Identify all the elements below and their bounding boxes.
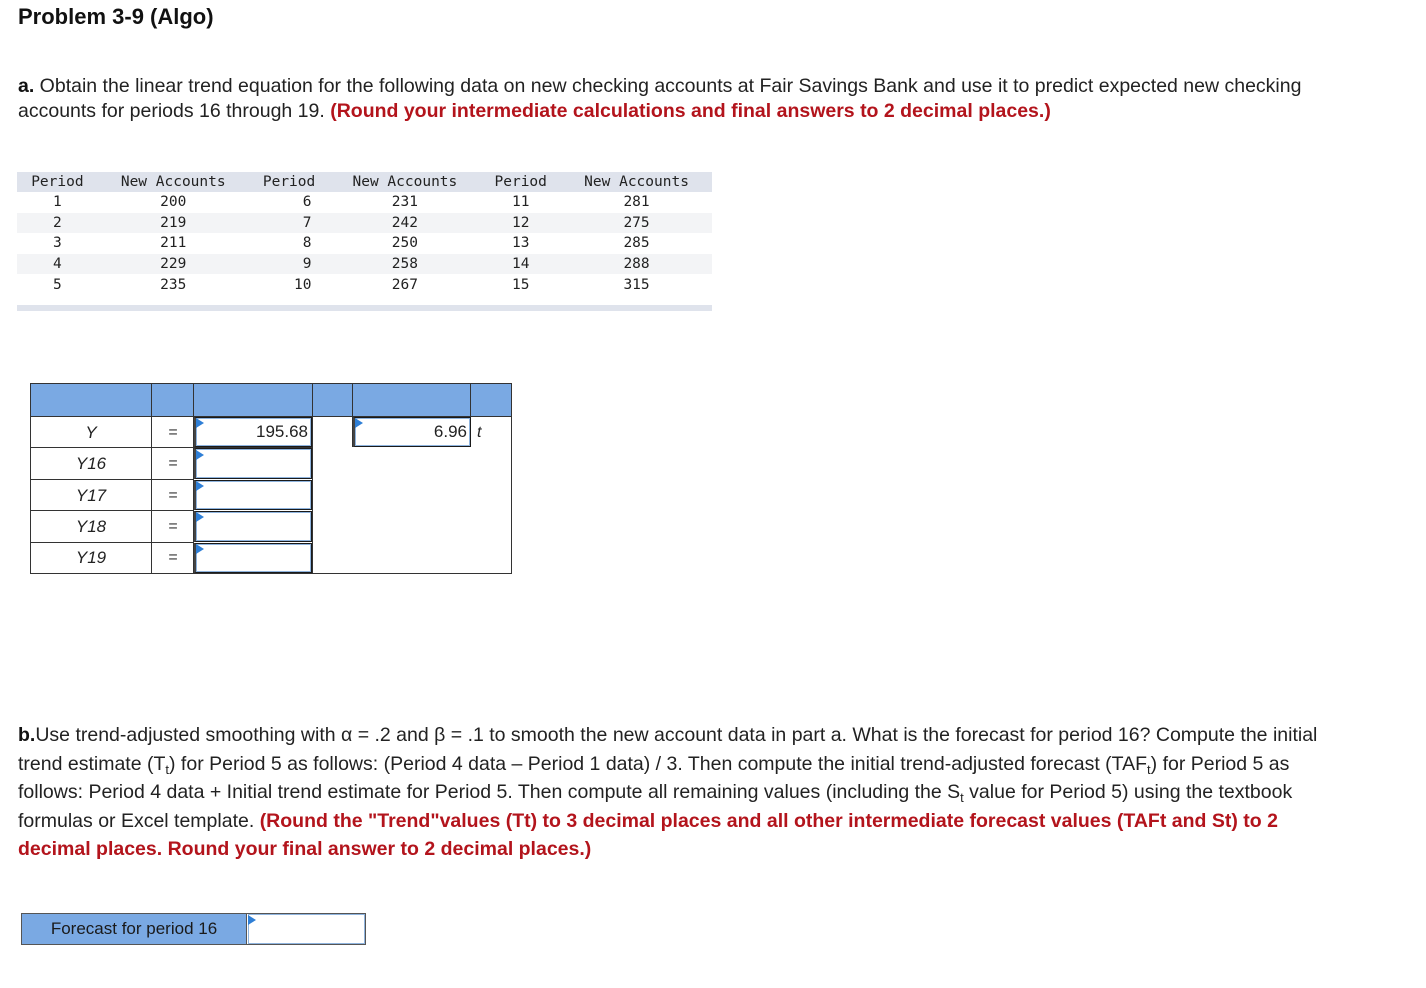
input-marker-icon [355,418,363,428]
table-cell: 242 [329,213,480,234]
part-b-text-1: Use trend-adjusted smoothing with α = .2 and β = .1 to smooth the new account data in part a. What is the forecast for period 16? Compute the initial trend estimate (T [18,724,1318,775]
table-row [17,213,712,234]
table-footer-bar [17,305,712,311]
part-b-instruction: (Round the "Trend"values (Tt) to 3 decimal places and all other intermediate forecast values (TAFt and St) to 2 decimal places. Round your final answer to 2 decimal places.) [18,809,1278,860]
grid-divider [31,479,194,480]
table-cell: 285 [623,235,650,252]
slope-input[interactable]: 6.96 [353,417,471,447]
header-accounts-1: New Accounts [98,172,249,192]
input-marker-icon [196,418,204,428]
label-y17: Y17 [75,486,107,505]
data-table [17,172,712,296]
part-a-prefix: a. [18,75,35,97]
table-cell: 14 [480,254,561,275]
table-cell: 7 [249,213,330,234]
forecast-row [21,913,366,945]
forecast-input[interactable] [248,914,365,944]
label-y: Y [85,423,97,442]
y17-input[interactable] [194,480,312,510]
part-b-prefix: b. [18,724,36,746]
table-cell: 5 [53,276,62,293]
header-period-3: Period [480,172,561,192]
part-a-text: Obtain the linear trend equation for the following data on new checking accounts at Fair Savings Bank and use it to predict expected new checking accounts for periods 16 through 19. [18,75,1302,122]
equals-sign: = [168,424,178,441]
table-header-row [17,172,712,192]
label-y18: Y18 [75,517,107,536]
table-cell: 267 [391,276,418,293]
table-cell: 2 [17,213,98,234]
table-cell: 6 [302,194,312,211]
header-accounts-3: New Accounts [561,172,712,192]
input-marker-icon [196,512,204,522]
table-cell: 229 [98,254,249,275]
part-b-text-4: value for Period 5) using the textbook formulas or Excel template. [18,781,1293,832]
table-row [17,274,712,296]
table-cell: 3 [53,235,62,252]
y18-input[interactable] [194,511,312,542]
part-a-instruction: (Round your intermediate calculations and final answers to 2 decimal places.) [330,99,1051,122]
table-cell: 13 [511,235,530,252]
equals-sign: = [168,518,178,535]
table-cell: 12 [480,213,561,234]
part-b-text-2: ) for Period 5 as follows: (Period 4 data – Period 1 data) / 3. Then compute the initial trend-adjusted forecast (TAF [169,752,1148,775]
y16-input[interactable] [194,448,312,479]
intercept-input[interactable]: 195.68 [194,417,312,447]
answer-grid-header [31,384,511,417]
input-marker-icon [196,481,204,491]
table-cell: 219 [98,213,249,234]
table-cell: 235 [160,276,187,293]
grid-divider [31,510,194,511]
equals-sign: = [168,549,178,566]
input-marker-icon [196,450,204,460]
table-cell: 15 [511,276,530,293]
part-a-question [18,74,1318,123]
subscript-t: t [165,761,170,777]
label-y19: Y19 [75,548,107,567]
table-cell: 275 [561,213,712,234]
table-cell: 200 [160,194,187,211]
table-cell: 250 [391,235,418,252]
table-cell: 1 [53,194,62,211]
table-cell: 211 [160,235,187,252]
header-period-2: Period [249,172,330,192]
grid-divider [312,384,313,573]
grid-divider [31,542,194,543]
table-cell: 11 [511,194,530,211]
equals-sign: = [168,487,178,504]
table-row [17,233,712,254]
part-b-question [18,721,1318,864]
table-cell: 10 [293,276,312,293]
table-cell: 281 [623,194,650,211]
part-b-text-3: ) for Period 5 as follows: Period 4 data + Initial trend estimate for Period 5. Then compute all remaining values (including the S [18,752,1290,803]
answer-grid [30,383,512,574]
input-marker-icon [196,544,204,554]
label-y16: Y16 [75,454,107,473]
table-cell: 9 [249,254,330,275]
t-variable: t [477,424,482,441]
header-period-1: Period [17,172,98,192]
y19-input[interactable] [194,543,312,573]
table-row [17,192,712,213]
header-accounts-2: New Accounts [329,172,480,192]
subscript-t: t [960,790,964,805]
table-cell: 315 [623,276,650,293]
table-cell: 231 [391,194,418,211]
forecast-label: Forecast for period 16 [22,914,247,944]
input-marker-icon [248,915,256,925]
page-title: Problem 3-9 (Algo) [18,4,214,29]
table-row [17,254,712,275]
table-cell: 4 [17,254,98,275]
subscript-t: t [1147,761,1151,777]
table-cell: 288 [561,254,712,275]
table-cell: 258 [329,254,480,275]
table-cell: 8 [302,235,312,252]
equals-sign: = [168,455,178,472]
